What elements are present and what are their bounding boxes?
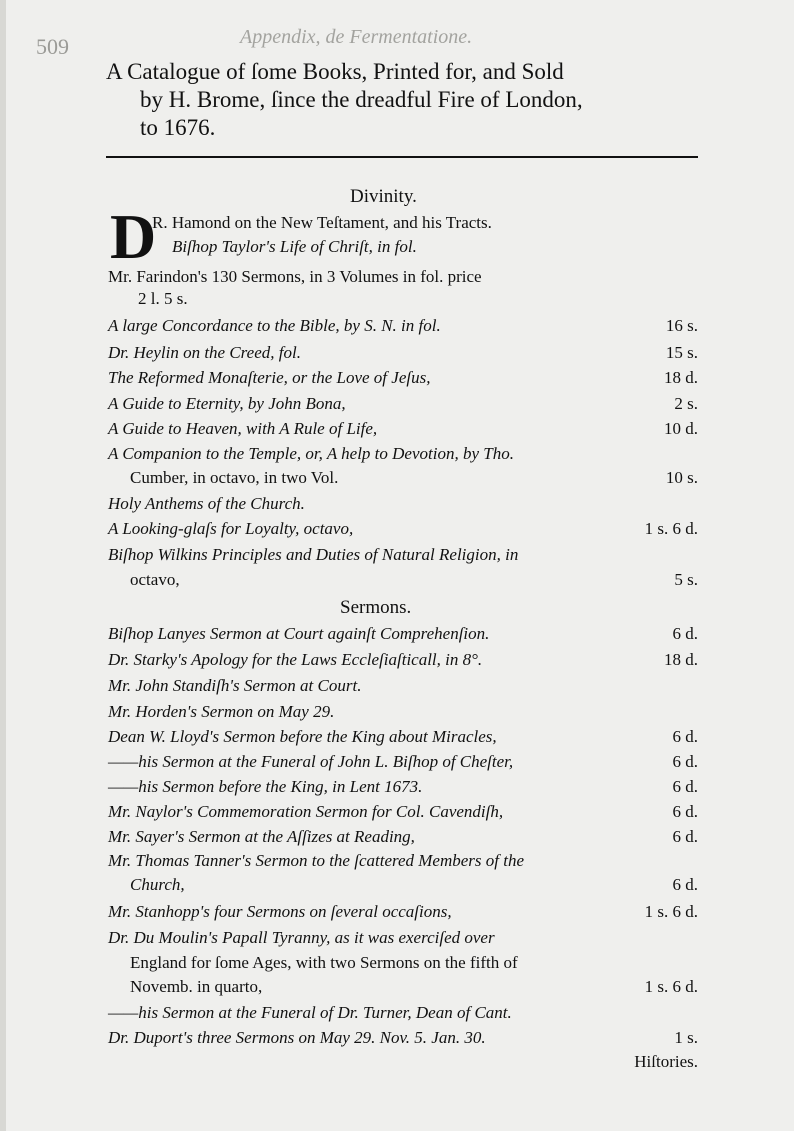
entry-price: 2 s.: [674, 394, 698, 413]
catalogue-entry: [0, 237, 800, 267]
entry-text: ——his Sermon at the Funeral of John L. Biſhop of Cheſter,: [108, 752, 514, 771]
catalogue-entry: [0, 570, 800, 600]
title-line: by H. Brome, ſince the dreadful Fire of London,: [140, 87, 583, 112]
entry-text: Dr. Heylin on the Creed, fol.: [108, 343, 301, 362]
entry-text: ——his Sermon before the King, in Lent 1673.: [108, 777, 423, 796]
entry-price: 10 d.: [664, 419, 698, 438]
entry-text: ——his Sermon at the Funeral of Dr. Turner, Dean of Cant.: [108, 1003, 512, 1022]
entry-text: A Companion to the Temple, or, A help to Devotion, by Tho.: [108, 444, 514, 463]
entry-text: 2 l. 5 s.: [138, 289, 188, 308]
entry-text: R. Hamond on the New Teſtament, and his Tracts.: [152, 213, 492, 232]
section-heading-sermons: Sermons.: [340, 597, 412, 618]
entry-price: 6 d.: [672, 752, 698, 771]
entry-text: Mr. Stanhopp's four Sermons on ſeveral occaſions,: [108, 902, 452, 921]
entry-text: octavo,: [130, 570, 180, 589]
entry-text: Mr. John Standiſh's Sermon at Court.: [108, 676, 362, 695]
entry-text: Dr. Starky's Apology for the Laws Eccleſiaſticall, in 8°.: [108, 650, 483, 669]
entry-price: 1 s. 6 d.: [644, 519, 698, 538]
entry-price: 1 s.: [674, 1028, 698, 1047]
entry-text: Mr. Farindon's 130 Sermons, in 3 Volumes in fol. price: [108, 267, 482, 286]
entry-text: Holy Anthems of the Church.: [108, 494, 305, 513]
entry-price: 6 d.: [672, 875, 698, 894]
catchword: Hiſtories.: [634, 1052, 698, 1071]
entry-price: 15 s.: [665, 343, 698, 362]
entry-text: Dr. Du Moulin's Papall Tyranny, as it was exerciſed over: [108, 928, 495, 947]
entry-text: England for ſome Ages, with two Sermons on the fifth of: [130, 953, 518, 972]
entry-text: Novemb. in quarto,: [130, 977, 263, 996]
catalogue-entry: [0, 875, 800, 905]
entry-price: 6 d.: [672, 802, 698, 821]
page-number: 509: [36, 34, 69, 59]
entry-text: Dr. Duport's three Sermons on May 29. Nov. 5. Jan. 30.: [108, 1028, 486, 1047]
title-line: to 1676.: [140, 115, 216, 140]
entry-text: A Guide to Eternity, by John Bona,: [108, 394, 346, 413]
entry-price: 16 s.: [665, 316, 698, 335]
entry-text: A Looking-glaſs for Loyalty, octavo,: [108, 519, 354, 538]
entry-text: Biſhop Lanyes Sermon at Court againſt Comprehenſion.: [108, 624, 490, 643]
entry-text: Mr. Sayer's Sermon at the Aſſizes at Reading,: [108, 827, 415, 846]
entry-price: 6 d.: [672, 624, 698, 643]
catalogue-entry: [0, 316, 800, 346]
entry-text: A large Concordance to the Bible, by S. N. in fol.: [108, 316, 441, 335]
running-head-bleed-through: Appendix, de Fermentatione.: [240, 26, 473, 48]
entry-text: Biſhop Wilkins Principles and Duties of Natural Religion, in: [108, 545, 519, 564]
entry-price: 6 d.: [672, 827, 698, 846]
entry-price: 18 d.: [664, 650, 698, 669]
section-heading-divinity: Divinity.: [350, 186, 417, 207]
entry-text: Mr. Horden's Sermon on May 29.: [108, 702, 335, 721]
entry-price: 6 d.: [672, 727, 698, 746]
entry-text: A Guide to Heaven, with A Rule of Life,: [108, 419, 378, 438]
entry-text: The Reformed Monaſterie, or the Love of Jeſus,: [108, 368, 431, 387]
entry-text: Biſhop Taylor's Life of Chriſt, in fol.: [172, 237, 417, 256]
entry-text: Dean W. Lloyd's Sermon before the King about Miracles,: [108, 727, 497, 746]
catalogue-entry: [0, 289, 800, 319]
entry-price: 6 d.: [672, 777, 698, 796]
title-line: A Catalogue of ſome Books, Printed for, and Sold: [106, 59, 564, 84]
entry-text: Cumber, in octavo, in two Vol.: [130, 468, 339, 487]
entry-text: Mr. Thomas Tanner's Sermon to the ſcattered Members of the: [108, 851, 525, 870]
entry-price: 1 s. 6 d.: [644, 902, 698, 921]
entry-price: 18 d.: [664, 368, 698, 387]
entry-price: 5 s.: [674, 570, 698, 589]
entry-text: Mr. Naylor's Commemoration Sermon for Col. Cavendiſh,: [108, 802, 504, 821]
entry-price: 10 s.: [665, 468, 698, 487]
entry-price: 1 s. 6 d.: [644, 977, 698, 996]
drop-capital: D: [110, 201, 157, 272]
entry-text: Church,: [130, 875, 185, 894]
